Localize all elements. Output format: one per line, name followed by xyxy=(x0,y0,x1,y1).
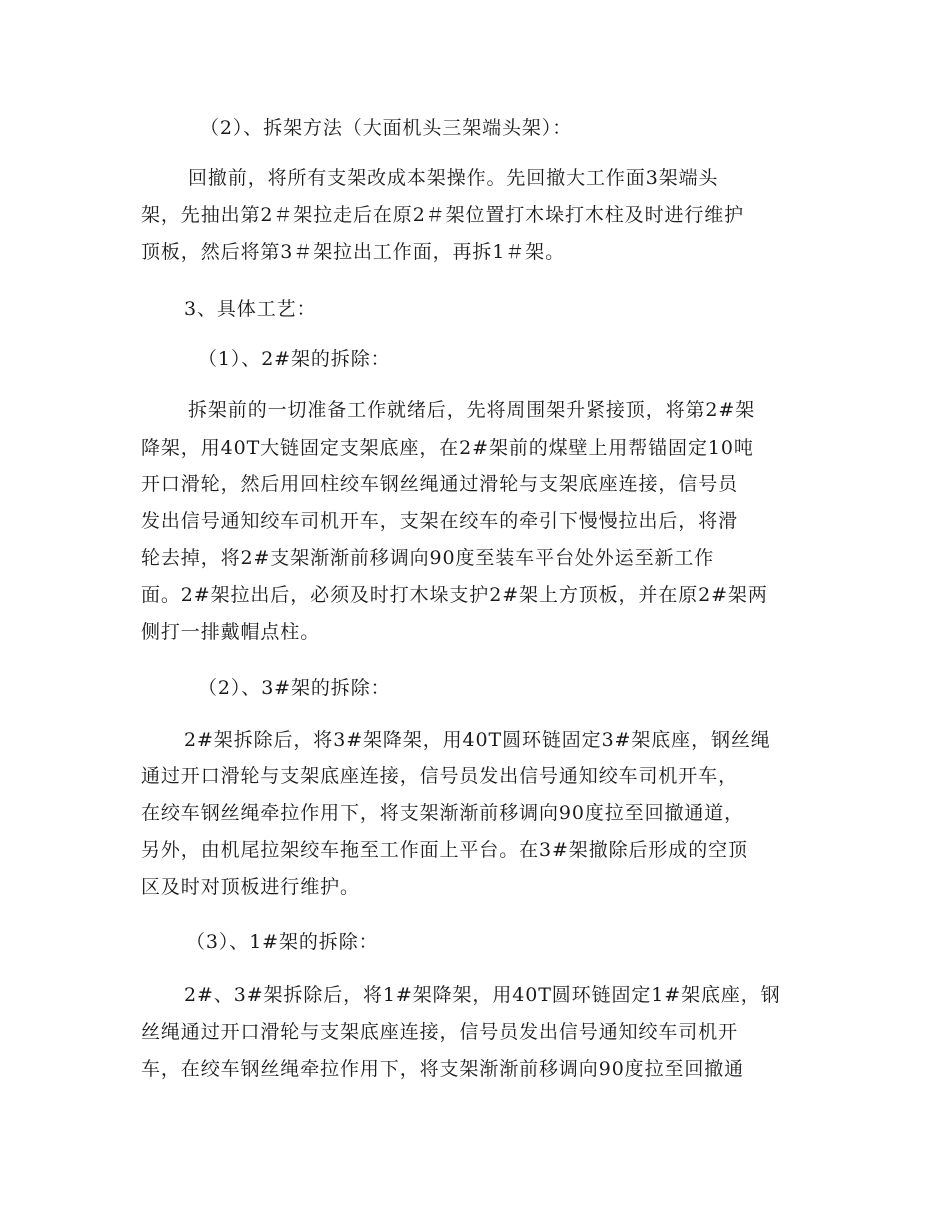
paragraph-line: 开口滑轮，然后用回柱绞车钢丝绳通过滑轮与支架底座连接，信号员 xyxy=(141,473,739,495)
paragraph-line: 面。2#架拉出后，必须及时打木垛支护2#架上方顶板，并在原2#架两 xyxy=(141,584,768,606)
paragraph-line: 车，在绞车钢丝绳牵拉作用下，将支架渐渐前移调向90度拉至回撤通 xyxy=(141,1058,745,1080)
paragraph-line: 发出信号通知绞车司机开车，支架在绞车的牵引下慢慢拉出后，将滑 xyxy=(141,510,739,532)
paragraph-line: 在绞车钢丝绳牵拉作用下，将支架渐渐前移调向90度拉至回撤通道， xyxy=(141,802,745,824)
paragraph-line: 架，先抽出第2＃架拉走后在原2＃架位置打木垛打木柱及时进行维护 xyxy=(141,204,745,226)
paragraph-line: 轮去掉，将2#支架渐渐前移调向90度至装车平台处外运至新工作 xyxy=(141,547,715,569)
paragraph-line: 2#、3#架拆除后，将1#架降架，用40T圆环链固定1#架底座，钢 xyxy=(184,984,781,1006)
heading-process: 3、具体工艺： xyxy=(184,298,317,320)
paragraph-line: 丝绳通过开口滑轮与支架底座连接，信号员发出信号通知绞车司机开 xyxy=(141,1021,739,1043)
paragraph-line: 顶板，然后将第3＃架拉出工作面，再拆1＃架。 xyxy=(141,241,565,263)
paragraph-line: 降架，用40T大链固定支架底座，在2#架前的煤壁上用帮锚固定10吨 xyxy=(141,437,754,459)
heading-support-2-removal: （1）、2#架的拆除： xyxy=(198,348,391,370)
heading-support-3-removal: （2）、3#架的拆除： xyxy=(198,677,391,699)
heading-removal-method: （2）、拆架方法（大面机头三架端头架）： xyxy=(200,117,573,139)
paragraph-line: 通过开口滑轮与支架底座连接，信号员发出信号通知绞车司机开车， xyxy=(141,765,739,787)
paragraph-line: 2#架拆除后，将3#架降架，用40T圆环链固定3#架底座，钢丝绳 xyxy=(184,729,771,751)
paragraph-line: 拆架前的一切准备工作就绪后，先将周围架升紧接顶，将第2#架 xyxy=(188,399,756,421)
paragraph-line: 另外，由机尾拉架绞车拖至工作面上平台。在3#架撤除后形成的空顶 xyxy=(141,839,748,861)
heading-support-1-removal: （3）、1#架的拆除： xyxy=(186,931,379,953)
paragraph-line: 侧打一排戴帽点柱。 xyxy=(141,621,321,643)
paragraph-line: 区及时对顶板进行维护。 xyxy=(141,876,360,898)
paragraph-line: 回撤前，将所有支架改成本架操作。先回撤大工作面3架端头 xyxy=(188,167,719,189)
